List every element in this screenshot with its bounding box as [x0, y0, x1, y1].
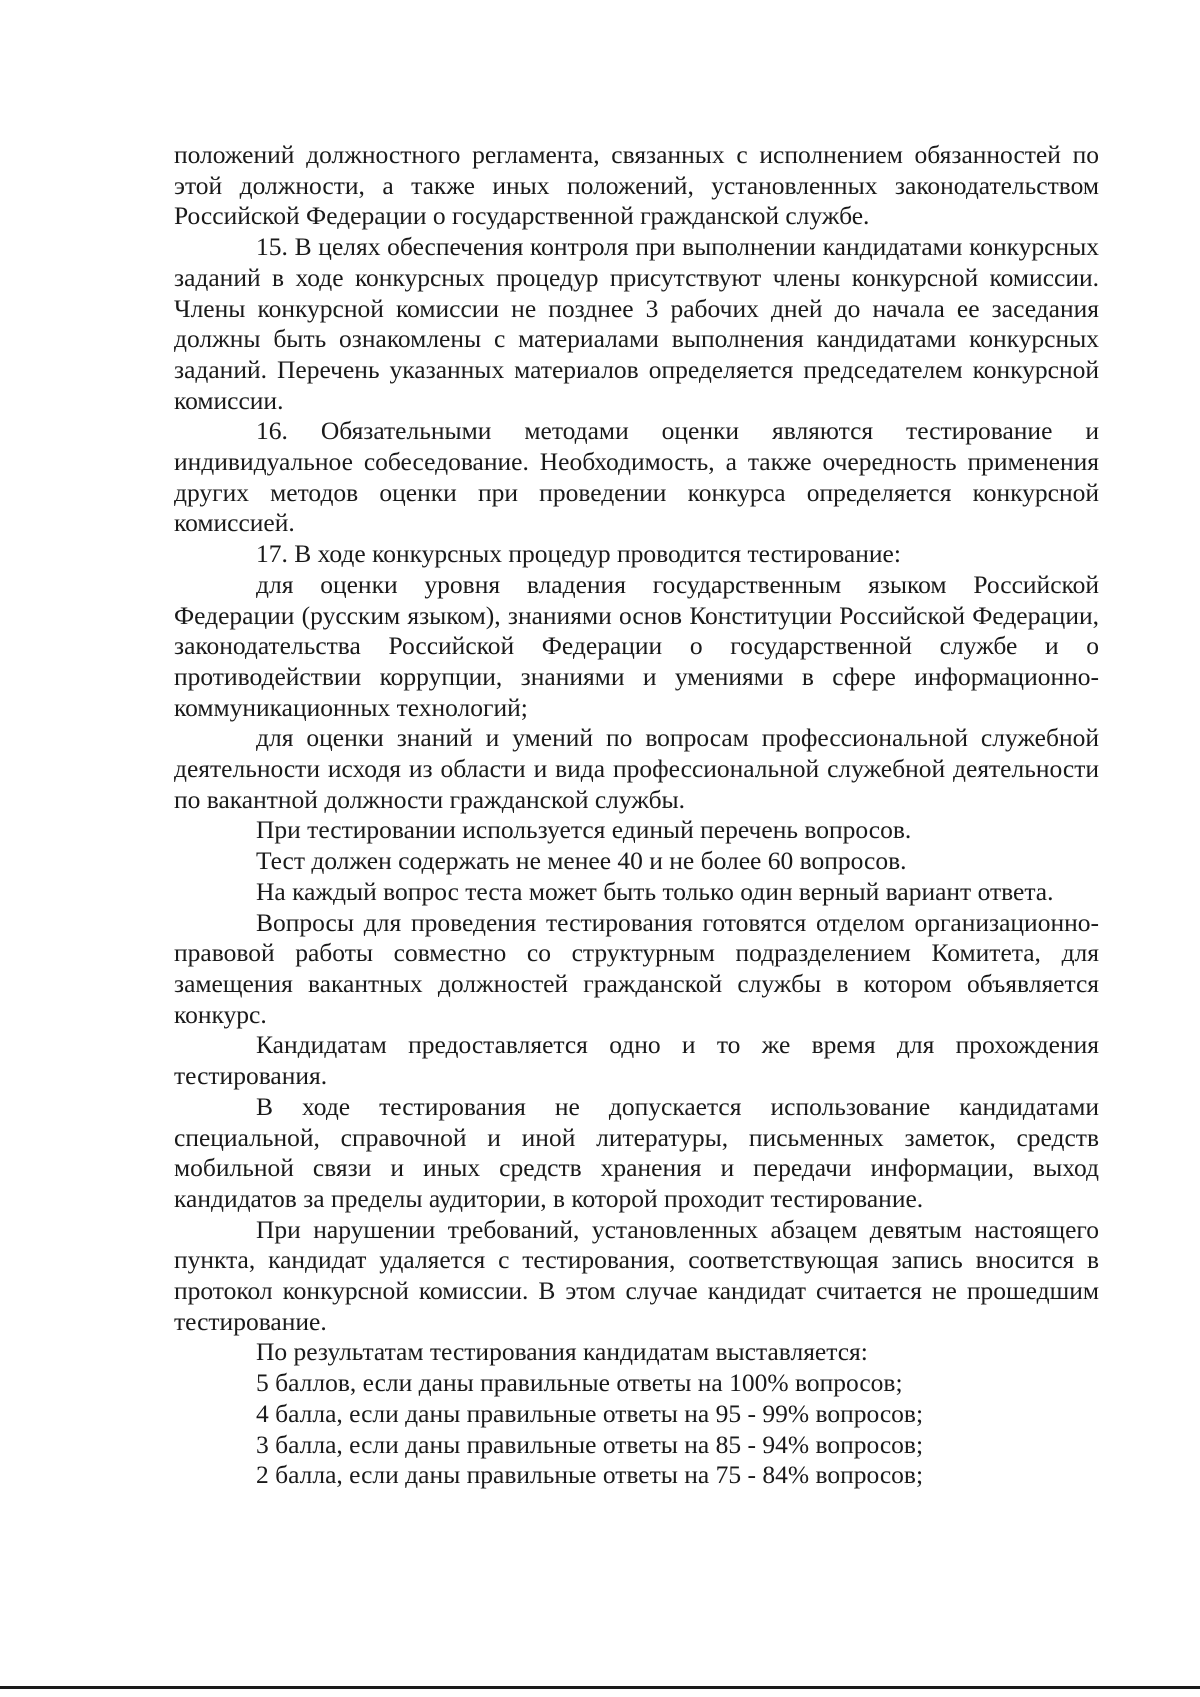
- paragraph-score-3: 3 балла, если даны правильные ответы на 85 - 94% вопросов;: [256, 1429, 924, 1459]
- paragraph-language-testing: для оценки уровня владения государственным языком Российской Федерации (русским языком), знаниями основ Конституции Российской Федерации, законодательства Российской Федерации о государственной службе и о противодействии коррупции, знаниями и умениями в сфере информационно-коммуникационных технологий;: [174, 569, 1099, 722]
- paragraph-score-2: 2 балла, если даны правильные ответы на 75 - 84% вопросов;: [256, 1460, 924, 1490]
- paragraph-continuation: положений должностного регламента, связанных с исполнением обязанностей по этой должности, а также иных положений, установленных законодательством Российской Федерации о государственной гражданской службе.: [174, 140, 1099, 231]
- paragraph-item-15: 15. В целях обеспечения контроля при выполнении кандидатами конкурсных заданий в ходе конкурсных процедур присутствуют члены конкурсной комиссии. Члены конкурсной комиссии не позднее 3 рабочих дней до начала ее заседания должны быть ознакомлены с материалами выполнения кандидатами конкурсных заданий. Перечень указанных материалов определяется председателем конкурсной комиссии.: [174, 232, 1099, 415]
- paragraph-equal-time: Кандидатам предоставляется одно и то же время для прохождения тестирования.: [174, 1030, 1099, 1091]
- document-body: [174, 140, 1099, 1491]
- paragraph-question-count: Тест должен содержать не менее 40 и не более 60 вопросов.: [256, 846, 907, 876]
- paragraph-prohibitions: В ходе тестирования не допускается использование кандидатами специальной, справочной и иной литературы, письменных заметок, средств мобильной связи и иных средств хранения и передачи информации, выход кандидатов за пределы аудитории, в которой проходит тестирование.: [174, 1091, 1099, 1213]
- paragraph-professional-testing: для оценки знаний и умений по вопросам профессиональной служебной деятельности исходя из области и вида профессиональной служебной деятельности по вакантной должности гражданской службы.: [174, 723, 1099, 814]
- paragraph-score-5: 5 баллов, если даны правильные ответы на 100% вопросов;: [256, 1368, 903, 1398]
- paragraph-item-17: 17. В ходе конкурсных процедур проводится тестирование:: [256, 539, 901, 569]
- page-bottom-rule: [0, 1686, 1200, 1689]
- paragraph-question-preparation: Вопросы для проведения тестирования готовятся отделом организационно-правовой работы совместно со структурным подразделением Комитета, для замещения вакантных должностей гражданской службы в котором объявляется конкурс.: [174, 907, 1099, 1029]
- paragraph-score-4: 4 балла, если даны правильные ответы на 95 - 99% вопросов;: [256, 1398, 924, 1428]
- paragraph-question-list: При тестировании используется единый перечень вопросов.: [256, 815, 912, 845]
- paragraph-item-16: 16. Обязательными методами оценки являются тестирование и индивидуальное собеседование. Необходимость, а также очередность применения других методов оценки при проведении конкурса определяется конкурсной комиссией.: [174, 416, 1099, 538]
- paragraph-violations: При нарушении требований, установленных абзацем девятым настоящего пункта, кандидат удаляется с тестирования, соответствующая запись вносится в протокол конкурсной комиссии. В этом случае кандидат считается не прошедшим тестирование.: [174, 1214, 1099, 1336]
- paragraph-single-answer: На каждый вопрос теста может быть только один верный вариант ответа.: [256, 876, 1054, 906]
- paragraph-scoring-intro: По результатам тестирования кандидатам выставляется:: [256, 1337, 868, 1367]
